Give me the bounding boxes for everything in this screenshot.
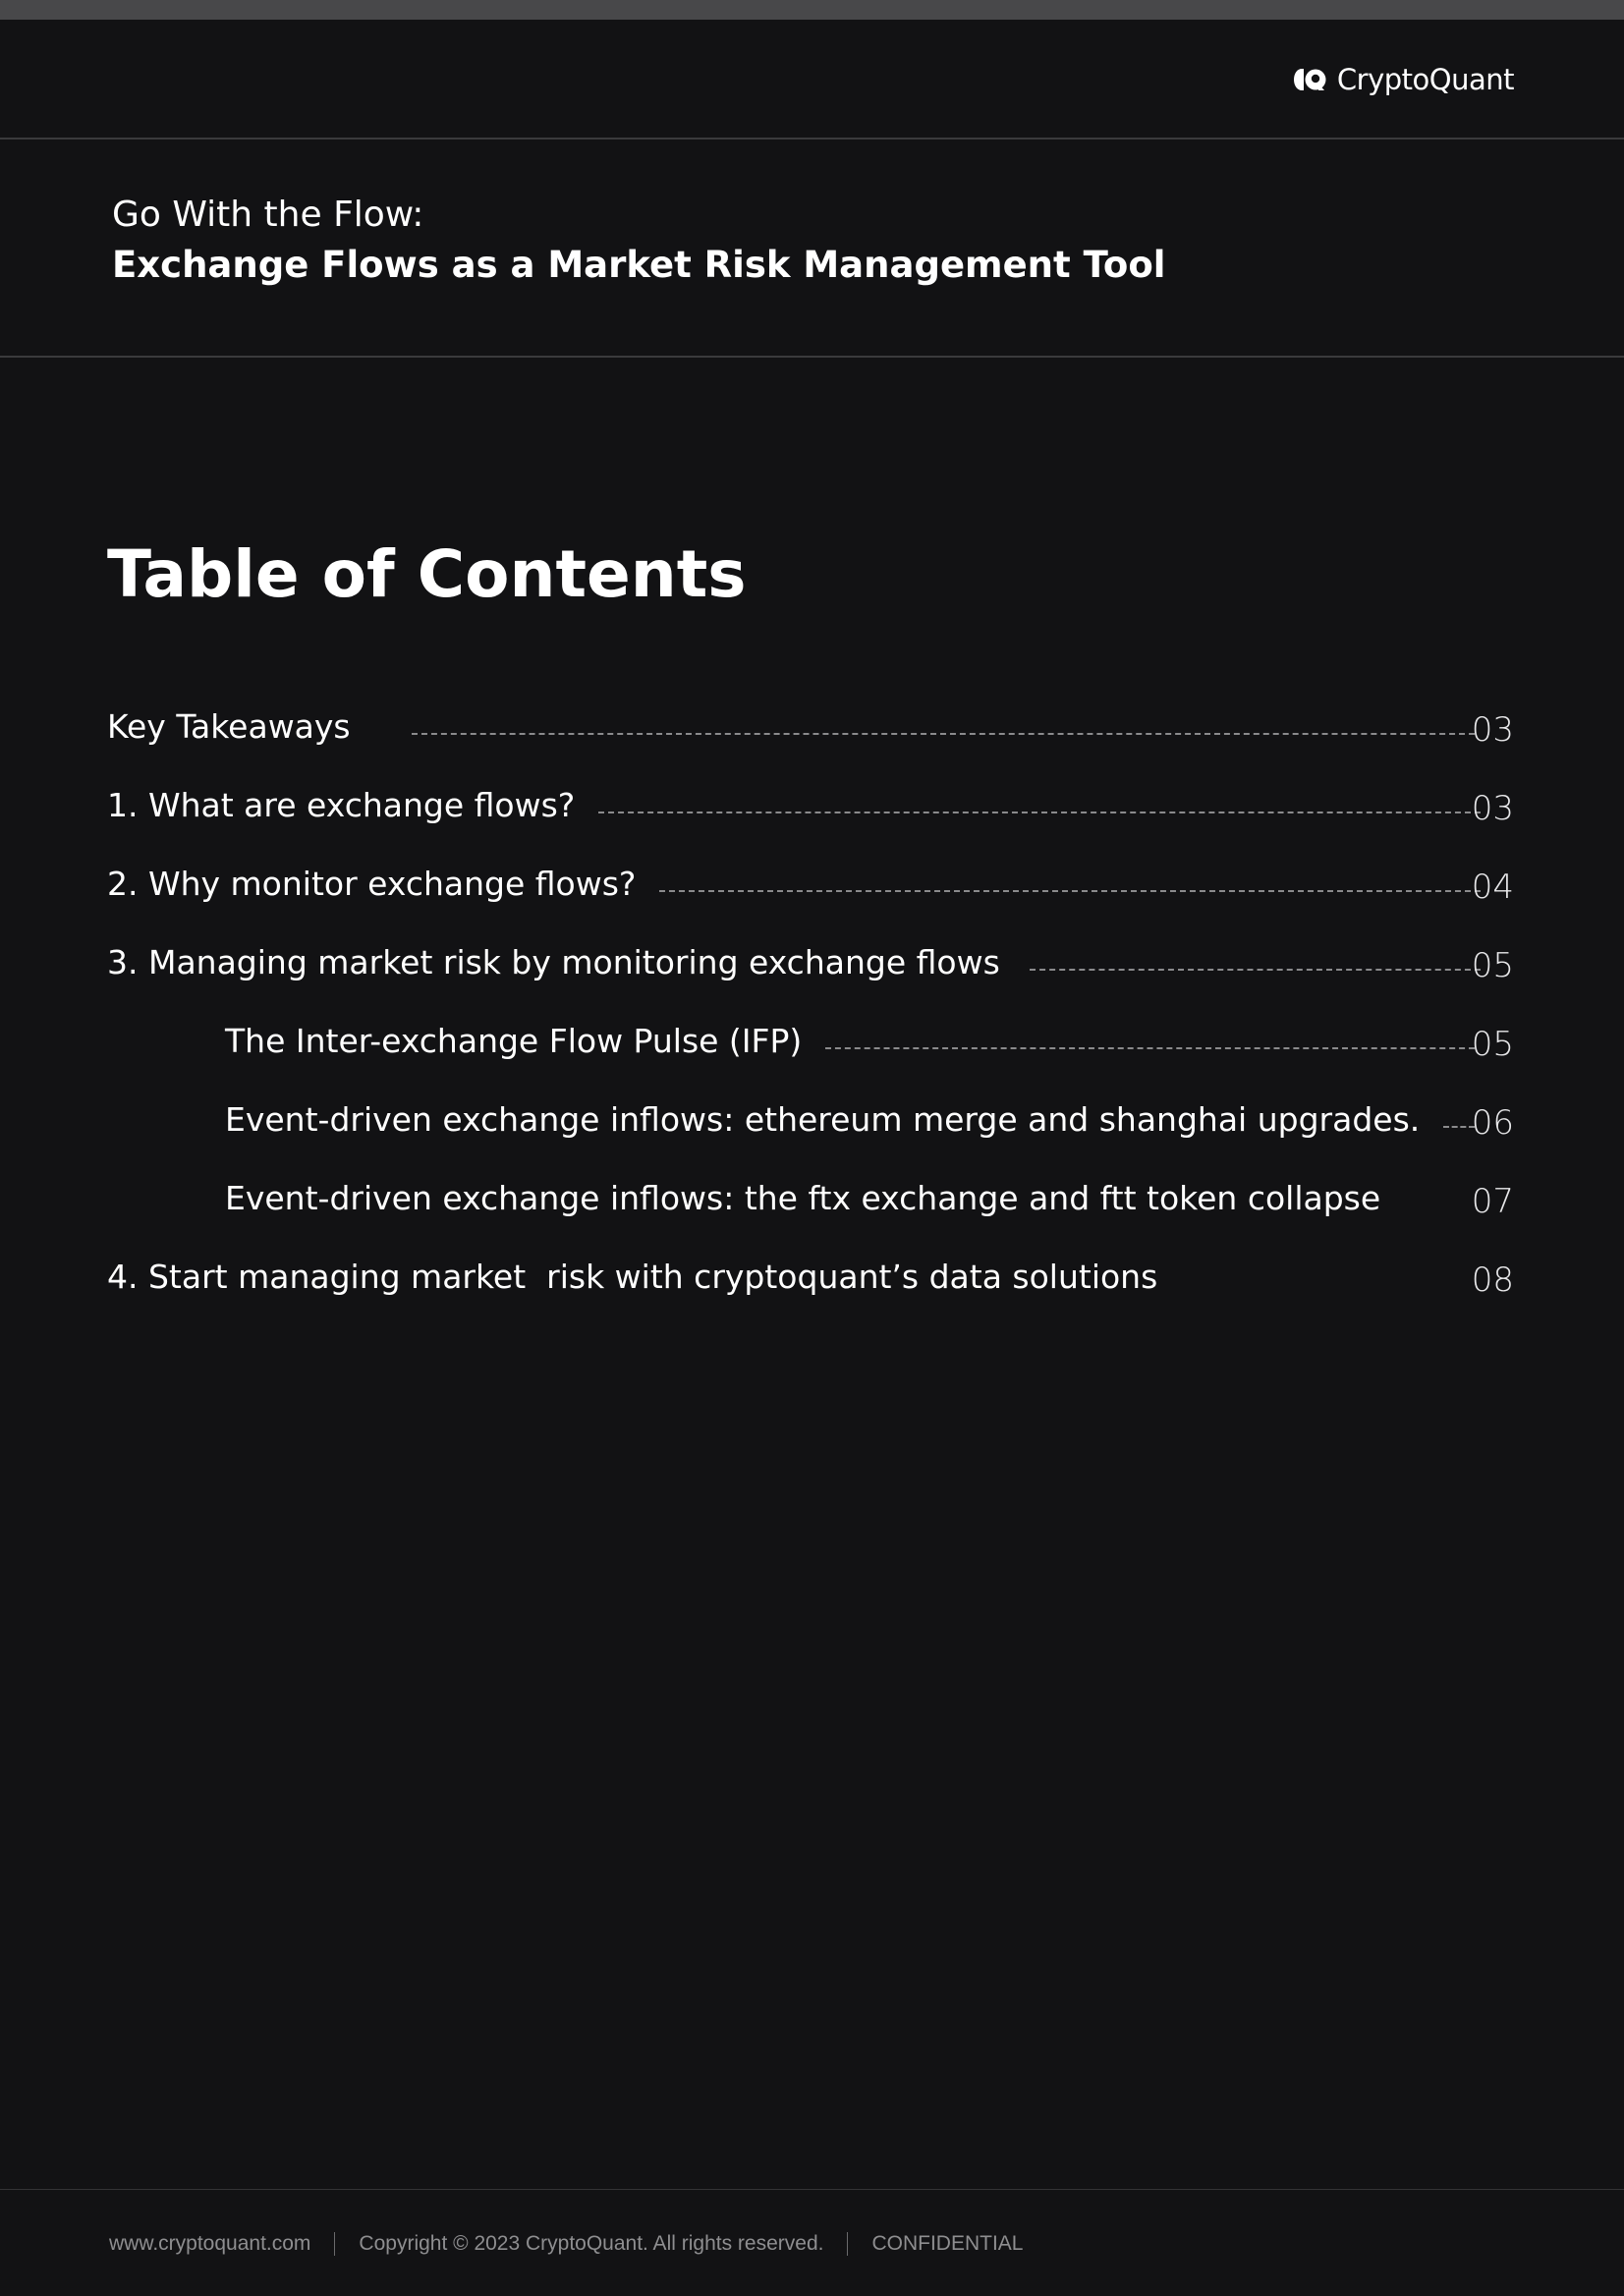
dotted-leader <box>659 890 1481 892</box>
footer-copyright: Copyright © 2023 CryptoQuant. All rights reserved. <box>359 2232 824 2255</box>
footer-website-link[interactable]: www.cryptoquant.com <box>109 2232 311 2255</box>
footer <box>109 2232 1023 2256</box>
toc-heading: Table of Contents <box>107 536 747 612</box>
toc-entry-label: Event-driven exchange inflows: ethereum merge and shanghai upgrades. <box>225 1100 1421 1139</box>
top-strip <box>0 0 1624 20</box>
toc-entry-label: The Inter-exchange Flow Pulse (IFP) <box>225 1022 803 1060</box>
toc-entry-page: 05 <box>1471 946 1514 985</box>
toc-entry-ethereum-merge[interactable] <box>107 1081 1514 1159</box>
toc-entry-label: 3. Managing market risk by monitoring exchange flows <box>107 943 1000 981</box>
document-title-line1: Go With the Flow: <box>112 195 424 235</box>
footer-separator <box>334 2232 335 2256</box>
dotted-leader <box>412 733 1475 735</box>
document-title <box>112 193 1165 293</box>
toc-entry-label: 4. Start managing market risk with cryptoquant’s data solutions <box>107 1258 1158 1296</box>
toc-entry-section-4[interactable] <box>107 1238 1514 1316</box>
toc-entry-key-takeaways[interactable] <box>107 688 1514 766</box>
footer-divider <box>0 2189 1624 2190</box>
dotted-leader <box>598 812 1481 813</box>
toc-entry-label: Event-driven exchange inflows: the ftx exchange and ftt token collapse <box>225 1179 1381 1217</box>
brand-name: CryptoQuant <box>1336 63 1514 96</box>
footer-separator <box>847 2232 848 2256</box>
toc-entry-label: 2. Why monitor exchange flows? <box>107 865 637 903</box>
toc-entry-page: 08 <box>1471 1260 1514 1300</box>
toc-entry-page: 07 <box>1471 1182 1514 1221</box>
toc-entry-section-2[interactable] <box>107 845 1514 924</box>
toc-entry-section-1[interactable] <box>107 766 1514 845</box>
dotted-leader <box>825 1047 1475 1049</box>
header-divider <box>0 138 1624 140</box>
dotted-leader <box>1030 969 1481 971</box>
title-divider <box>0 356 1624 358</box>
toc-entry-label: 1. What are exchange flows? <box>107 786 576 824</box>
toc-entry-section-3[interactable] <box>107 924 1514 1002</box>
toc-entry-page: 03 <box>1471 710 1514 750</box>
footer-confidential: CONFIDENTIAL <box>871 2232 1024 2255</box>
document-title-line2: Exchange Flows as a Market Risk Management Tool <box>112 244 1166 286</box>
table-of-contents <box>107 688 1514 1316</box>
toc-entry-ifp[interactable] <box>107 1002 1514 1081</box>
toc-entry-label: Key Takeaways <box>107 707 351 746</box>
toc-entry-page: 06 <box>1471 1103 1514 1143</box>
brand-logo <box>1292 63 1514 96</box>
toc-entry-ftx-collapse[interactable] <box>107 1159 1514 1238</box>
toc-entry-page: 05 <box>1471 1025 1514 1064</box>
toc-entry-page: 03 <box>1471 789 1514 828</box>
cryptoquant-logo-icon <box>1292 67 1327 92</box>
toc-entry-page: 04 <box>1471 868 1514 907</box>
